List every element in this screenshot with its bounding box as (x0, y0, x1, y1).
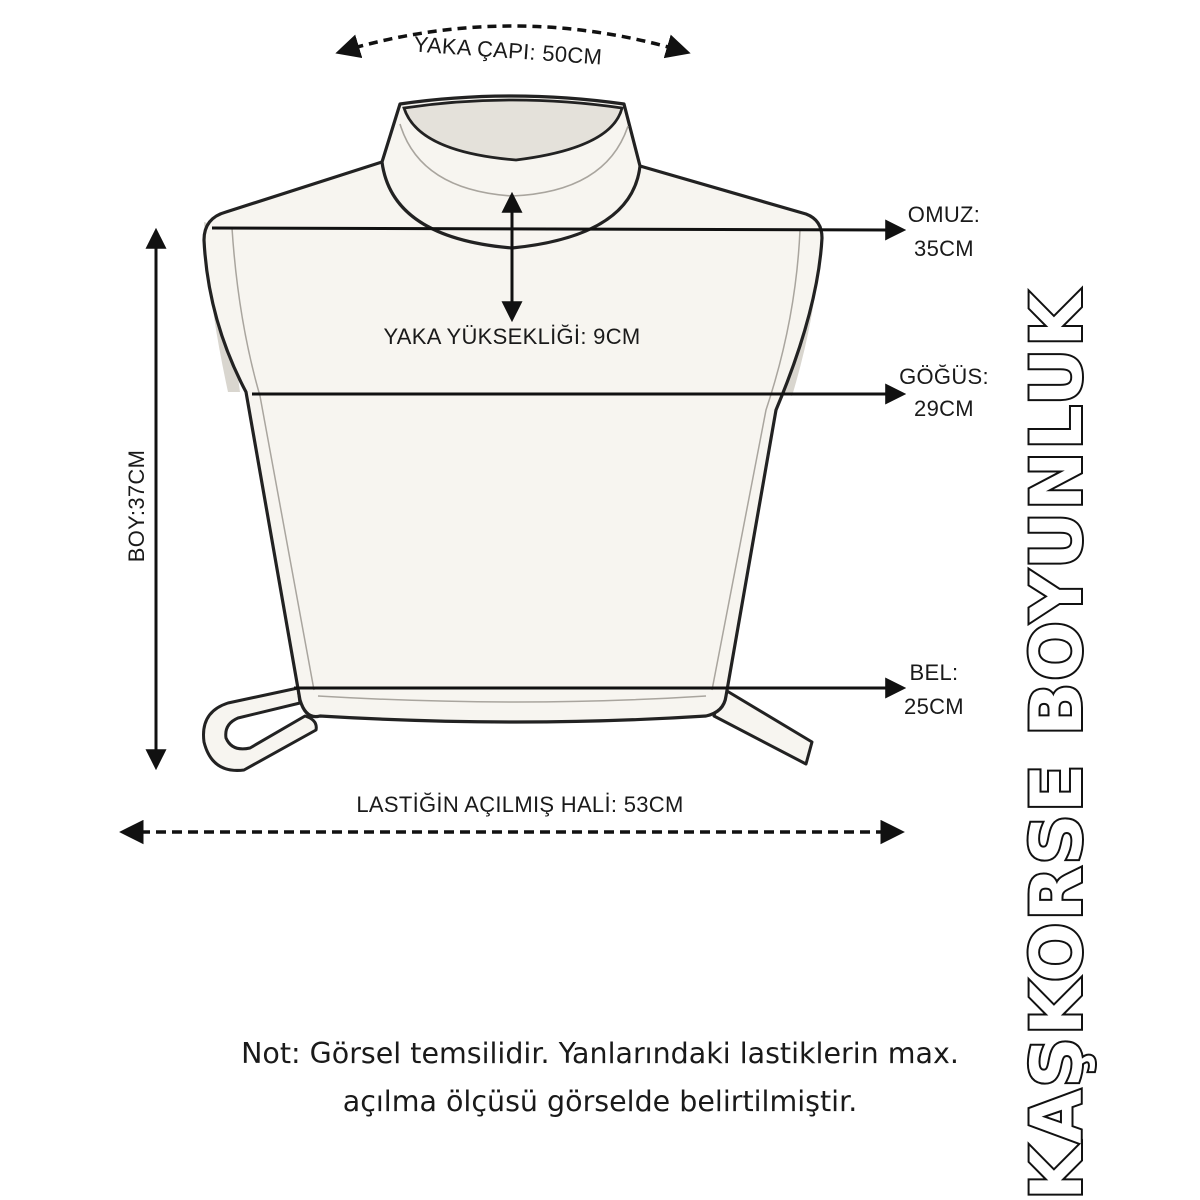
waist-value: 25CM (904, 694, 964, 719)
chest-label: GÖĞÜS: (899, 364, 989, 389)
collar-circumference-label: YAKA ÇAPI: 50CM (412, 31, 603, 70)
shoulder-label: OMUZ: (907, 202, 981, 227)
collar-height-label: YAKA YÜKSEKLİĞİ: 9CM (383, 324, 641, 349)
shoulder-arrow (212, 228, 902, 230)
waist-label: BEL: (909, 660, 959, 685)
product-name-title: KAŞKORSE BOYUNLUK (1016, 290, 1098, 1200)
disclaimer-note (180, 1030, 1020, 1126)
chest-value: 29CM (914, 396, 974, 421)
disclaimer-line-1: Not: Görsel temsilidir. Yanlarındaki lastiklerin max. (241, 1037, 959, 1070)
right-elastic-strap (714, 688, 812, 764)
elastic-open-label: LASTİĞİN AÇILMIŞ HALİ: 53CM (356, 792, 684, 817)
shoulder-value: 35CM (914, 236, 974, 261)
disclaimer-line-2: açılma ölçüsü görselde belirtilmiştir. (342, 1085, 858, 1118)
length-label: BOY:37CM (124, 449, 149, 563)
